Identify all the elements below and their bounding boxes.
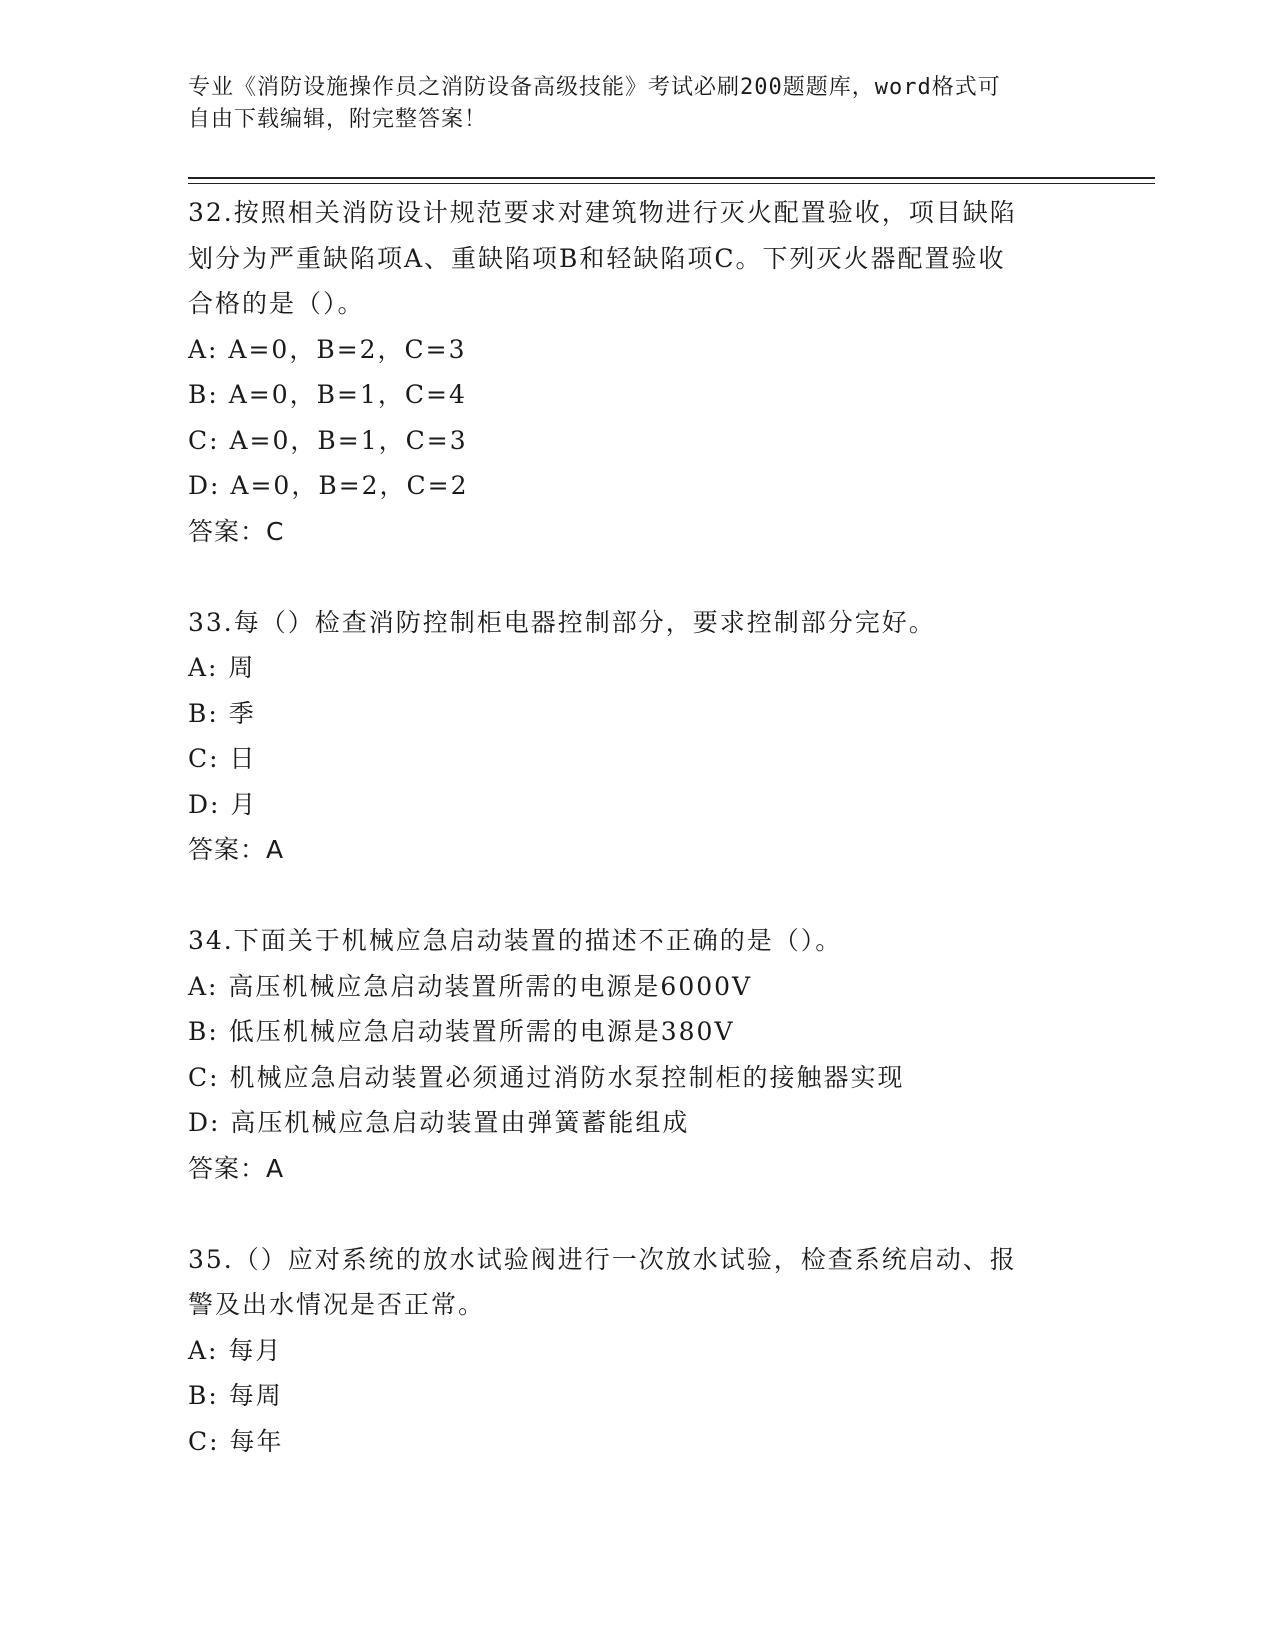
question-32 bbox=[188, 190, 1088, 554]
option-d: D: A=0，B=2，C=2 bbox=[188, 471, 469, 500]
option-d: D: 高压机械应急启动装置由弹簧蓄能组成 bbox=[188, 1108, 690, 1137]
answer-label: 答案：C bbox=[188, 516, 285, 546]
question-stem-line: 34.下面关于机械应急启动装置的描述不正确的是（）。 bbox=[188, 926, 843, 955]
option-b: B: A=0，B=1，C=4 bbox=[188, 380, 467, 409]
question-33 bbox=[188, 600, 1088, 873]
option-b: B: 每周 bbox=[188, 1381, 283, 1410]
header-divider-thick bbox=[188, 177, 1155, 179]
header-divider-thin bbox=[188, 183, 1155, 184]
option-b: B: 季 bbox=[188, 698, 256, 728]
question-list bbox=[188, 190, 1088, 1464]
answer-label: 答案：A bbox=[188, 1153, 285, 1183]
question-stem-line: 33.每（）检查消防控制柜电器控制部分，要求控制部分完好。 bbox=[188, 607, 936, 637]
option-c: C: 日 bbox=[188, 744, 257, 773]
option-d: D: 月 bbox=[188, 789, 258, 819]
spacer bbox=[188, 1191, 1088, 1237]
option-c: C: A=0，B=1，C=3 bbox=[188, 425, 468, 455]
question-stem-line: 警及出水情况是否正常。 bbox=[188, 1290, 486, 1319]
question-stem-line: 32.按照相关消防设计规范要求对建筑物进行灭火配置验收，项目缺陷 bbox=[188, 198, 1017, 227]
spacer bbox=[188, 554, 1088, 600]
header-line-2: 自由下载编辑，附完整答案！ bbox=[188, 107, 488, 132]
header-line-1: 专业《消防设施操作员之消防设备高级技能》考试必刷200题题库，word格式可 bbox=[188, 75, 1001, 100]
spacer bbox=[188, 873, 1088, 919]
answer-label: 答案：A bbox=[188, 835, 285, 864]
document-header bbox=[188, 72, 1068, 136]
option-c: C: 机械应急启动装置必须通过消防水泵控制柜的接触器实现 bbox=[188, 1062, 905, 1092]
option-a: A: A=0，B=2，C=3 bbox=[188, 334, 467, 364]
option-c: C: 每年 bbox=[188, 1426, 284, 1456]
question-34 bbox=[188, 918, 1088, 1191]
option-a: A: 周 bbox=[188, 653, 256, 682]
question-stem-line: 划分为严重缺陷项A、重缺陷项B和轻缺陷项C。下列灭火器配置验收 bbox=[188, 243, 1006, 273]
question-stem-line: 合格的是（）。 bbox=[188, 289, 365, 318]
option-a: A: 每月 bbox=[188, 1335, 283, 1365]
question-stem-line: 35.（）应对系统的放水试验阀进行一次放水试验，检查系统启动、报 bbox=[188, 1244, 1017, 1274]
question-35 bbox=[188, 1237, 1088, 1465]
option-b: B: 低压机械应急启动装置所需的电源是380V bbox=[188, 1017, 735, 1046]
option-a: A: 高压机械应急启动装置所需的电源是6000V bbox=[188, 971, 753, 1001]
